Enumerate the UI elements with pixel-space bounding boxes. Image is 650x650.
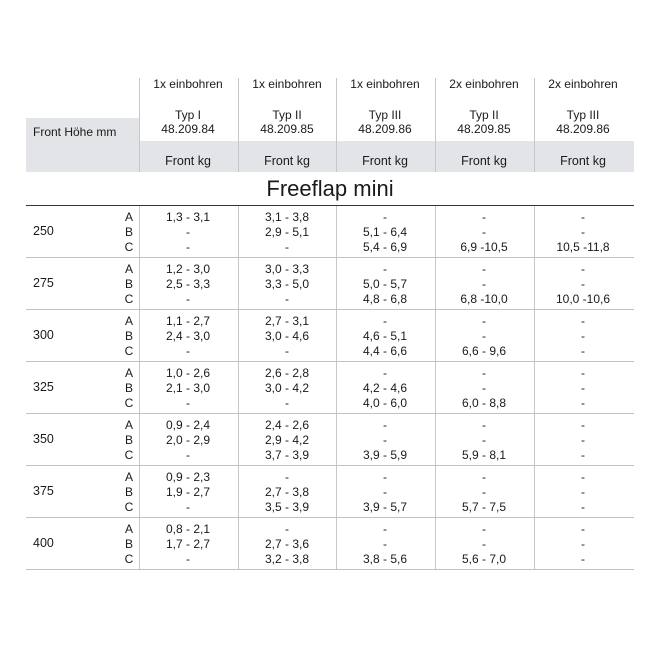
variant-letter: B (124, 381, 133, 395)
variant-letter: C (124, 500, 134, 514)
header-col-3-bohren: 1x einbohren (350, 77, 420, 91)
weight-range-cell: - (383, 262, 387, 276)
weight-range-cell: 5,0 - 5,7 (362, 277, 408, 291)
weight-range-cell: - (581, 500, 585, 514)
weight-range-cell: - (482, 366, 486, 380)
weight-range-cell: - (581, 225, 585, 239)
weight-range-cell: - (186, 396, 190, 410)
weight-range-cell: - (383, 210, 387, 224)
weight-range-cell: 1,2 - 3,0 (165, 262, 211, 276)
table-row-group (26, 466, 634, 518)
front-height: 250 (33, 224, 54, 238)
weight-range-cell: 3,0 - 3,3 (264, 262, 310, 276)
weight-range-cell: - (482, 537, 486, 551)
weight-range-cell: - (482, 485, 486, 499)
weight-range-cell: - (285, 344, 289, 358)
weight-range-cell: 2,7 - 3,6 (264, 537, 310, 551)
variant-letter: A (124, 262, 133, 276)
front-hoehe-label: Front Höhe mm (33, 125, 117, 139)
weight-range-cell: 1,7 - 2,7 (165, 537, 211, 551)
table-row-group (26, 258, 634, 310)
weight-range-cell: 6,6 - 9,6 (461, 344, 507, 358)
front-height: 400 (33, 536, 54, 550)
weight-range-cell: - (482, 210, 486, 224)
variant-letter: B (124, 537, 133, 551)
front-height: 325 (33, 380, 54, 394)
weight-range-cell: - (581, 381, 585, 395)
weight-range-cell: 3,7 - 3,9 (264, 448, 310, 462)
weight-range-cell: - (383, 433, 387, 447)
weight-range-cell: 1,1 - 2,7 (165, 314, 211, 328)
weight-range-cell: - (482, 418, 486, 432)
header-col-5-bohren: 2x einbohren (548, 77, 618, 91)
weight-range-cell: 1,3 - 3,1 (165, 210, 211, 224)
weight-range-cell: - (581, 522, 585, 536)
weight-range-cell: 3,9 - 5,9 (362, 448, 408, 462)
weight-range-cell: 2,4 - 2,6 (264, 418, 310, 432)
variant-letter: B (124, 433, 133, 447)
variant-letter: B (124, 225, 133, 239)
weight-range-cell: 6,8 -10,0 (460, 292, 508, 306)
header-col-4-artikel-nummer: 48.209.85 (457, 122, 511, 136)
weight-range-cell: 4,8 - 6,8 (362, 292, 408, 306)
weight-range-cell: 2,5 - 3,3 (165, 277, 211, 291)
weight-range-cell: 2,7 - 3,8 (264, 485, 310, 499)
table-row-group (26, 414, 634, 466)
header-col-1-artikel-nummer: 48.209.84 (161, 122, 215, 136)
weight-range-cell: - (482, 522, 486, 536)
header-col-2-unit: Front kg (264, 154, 310, 168)
header-col-2-bohren: 1x einbohren (252, 77, 322, 91)
header-col-3-unit: Front kg (362, 154, 408, 168)
variant-letter: C (124, 240, 134, 254)
weight-range-cell: 5,1 - 6,4 (362, 225, 408, 239)
weight-range-cell: 0,8 - 2,1 (165, 522, 211, 536)
variant-letter: C (124, 552, 134, 566)
weight-range-cell: - (581, 448, 585, 462)
weight-range-cell: 5,7 - 7,5 (461, 500, 507, 514)
weight-range-cell: 2,4 - 3,0 (165, 329, 211, 343)
variant-letter: B (124, 277, 133, 291)
weight-range-cell: - (581, 552, 585, 566)
header-col-3-artikel-nummer: 48.209.86 (358, 122, 412, 136)
weight-range-cell: - (581, 344, 585, 358)
weight-range-cell: 2,7 - 3,1 (264, 314, 310, 328)
header-col-4-typ: Typ II (469, 108, 499, 122)
front-height: 275 (33, 276, 54, 290)
weight-range-cell: - (383, 485, 387, 499)
weight-range-cell: 3,1 - 3,8 (264, 210, 310, 224)
weight-range-cell: 4,2 - 4,6 (362, 381, 408, 395)
weight-range-cell: - (581, 366, 585, 380)
header-col-5-typ: Typ III (566, 108, 600, 122)
weight-range-cell: - (285, 292, 289, 306)
weight-range-cell: - (581, 314, 585, 328)
weight-range-cell: - (482, 381, 486, 395)
front-height: 350 (33, 432, 54, 446)
weight-range-cell: 0,9 - 2,3 (165, 470, 211, 484)
weight-range-cell: - (581, 329, 585, 343)
weight-range-cell: - (285, 522, 289, 536)
weight-range-cell: - (581, 262, 585, 276)
table-title: Freeflap mini (266, 176, 394, 201)
weight-range-cell: 3,0 - 4,2 (264, 381, 310, 395)
weight-range-cell: - (186, 500, 190, 514)
weight-range-cell: - (186, 240, 190, 254)
weight-range-cell: - (581, 433, 585, 447)
table-header (26, 0, 634, 172)
header-col-1-typ: Typ I (174, 108, 201, 122)
front-height: 375 (33, 484, 54, 498)
weight-range-cell: - (186, 292, 190, 306)
weight-range-cell: - (186, 448, 190, 462)
weight-range-cell: 0,9 - 2,4 (165, 418, 211, 432)
weight-range-cell: 2,9 - 5,1 (264, 225, 310, 239)
weight-range-cell: - (482, 314, 486, 328)
weight-range-cell: 6,9 -10,5 (460, 240, 508, 254)
header-col-1-unit: Front kg (165, 154, 211, 168)
weight-range-cell: - (581, 396, 585, 410)
weight-range-cell: - (482, 433, 486, 447)
variant-letter: B (124, 485, 133, 499)
weight-range-cell: 4,0 - 6,0 (362, 396, 408, 410)
weight-range-cell: - (482, 225, 486, 239)
weight-range-cell: 4,4 - 6,6 (362, 344, 408, 358)
weight-range-cell: 10,5 -11,8 (556, 240, 610, 254)
weight-range-cell: 2,9 - 4,2 (264, 433, 310, 447)
variant-letter: A (124, 314, 133, 328)
header-col-5-unit: Front kg (560, 154, 606, 168)
weight-range-cell: - (383, 366, 387, 380)
weight-range-cell: - (383, 470, 387, 484)
weight-range-cell: - (186, 225, 190, 239)
weight-range-cell: - (186, 552, 190, 566)
weight-range-cell: 2,1 - 3,0 (165, 381, 211, 395)
header-col-2-artikel-nummer: 48.209.85 (260, 122, 314, 136)
variant-letter: C (124, 292, 134, 306)
variant-letter: C (124, 344, 134, 358)
weight-range-cell: - (383, 537, 387, 551)
variant-letter: A (124, 418, 133, 432)
table-row-group (26, 362, 634, 414)
weight-range-cell: - (581, 418, 585, 432)
variant-letter: A (124, 210, 133, 224)
weight-range-cell: 10,0 -10,6 (555, 292, 611, 306)
weight-range-cell: 5,4 - 6,9 (362, 240, 408, 254)
weight-range-cell: - (285, 396, 289, 410)
weight-range-cell: 3,2 - 3,8 (264, 552, 310, 566)
header-col-1-bohren: 1x einbohren (153, 77, 223, 91)
weight-range-cell: - (383, 314, 387, 328)
weight-range-cell: 3,0 - 4,6 (264, 329, 310, 343)
weight-range-cell: 2,0 - 2,9 (165, 433, 211, 447)
weight-range-cell: - (581, 210, 585, 224)
weight-range-cell: - (285, 240, 289, 254)
weight-range-cell: 2,6 - 2,8 (264, 366, 310, 380)
variant-letter: A (124, 470, 133, 484)
header-col-3-typ: Typ III (368, 108, 402, 122)
header-col-2-typ: Typ II (272, 108, 302, 122)
header-col-4-unit: Front kg (461, 154, 507, 168)
header-col-4-bohren: 2x einbohren (449, 77, 519, 91)
front-height: 300 (33, 328, 54, 342)
table-row-group (26, 206, 634, 258)
weight-range-cell: 3,9 - 5,7 (362, 500, 408, 514)
weight-range-cell: 4,6 - 5,1 (362, 329, 408, 343)
weight-range-cell: - (482, 277, 486, 291)
weight-range-cell: 3,8 - 5,6 (362, 552, 408, 566)
weight-range-cell: 5,6 - 7,0 (461, 552, 507, 566)
weight-range-cell: - (383, 522, 387, 536)
weight-range-cell: - (581, 485, 585, 499)
header-col-5-artikel-nummer: 48.209.86 (556, 122, 610, 136)
weight-range-cell: 6,0 - 8,8 (461, 396, 507, 410)
variant-letter: B (124, 329, 133, 343)
variant-letter: C (124, 396, 134, 410)
weight-range-cell: 1,9 - 2,7 (165, 485, 211, 499)
weight-range-cell: - (581, 277, 585, 291)
weight-range-cell: 5,9 - 8,1 (461, 448, 507, 462)
weight-range-cell: - (482, 329, 486, 343)
weight-range-cell: 3,5 - 3,9 (264, 500, 310, 514)
weight-range-cell: - (581, 537, 585, 551)
weight-range-cell: 1,0 - 2,6 (165, 366, 211, 380)
weight-range-cell: - (383, 418, 387, 432)
variant-letter: A (124, 522, 133, 536)
weight-range-cell: - (482, 470, 486, 484)
weight-range-cell: - (482, 262, 486, 276)
weight-range-cell: - (186, 344, 190, 358)
table-row-group (26, 310, 634, 362)
weight-range-cell: - (581, 470, 585, 484)
weight-range-cell: 3,3 - 5,0 (264, 277, 310, 291)
variant-letter: A (124, 366, 133, 380)
weight-range-cell: - (285, 470, 289, 484)
table-row-group (26, 518, 634, 570)
variant-letter: C (124, 448, 134, 462)
